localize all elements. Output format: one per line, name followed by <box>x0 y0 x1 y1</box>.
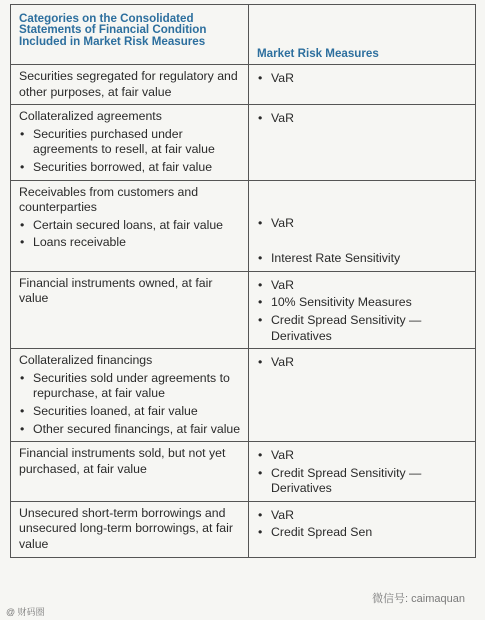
measures-cell <box>249 442 476 502</box>
measure-item: • 10% Sensitivity Measures <box>257 295 469 311</box>
watermark-wechat: 微信号: caimaquan <box>372 593 465 605</box>
table-row <box>11 271 476 348</box>
category-title: Unsecured short-term borrowings and unsecured long-term borrowings, at fair value <box>19 505 233 552</box>
category-title: Financial instruments owned, at fair value <box>19 275 213 306</box>
category-item: • Securities borrowed, at fair value <box>19 160 242 176</box>
category-item: • Other secured financings, at fair value <box>19 422 242 438</box>
category-cell <box>11 65 249 105</box>
measures-cell <box>249 105 476 180</box>
measure-item: • VaR <box>257 71 469 87</box>
category-title: Financial instruments sold, but not yet purchased, at fair value <box>19 446 226 476</box>
measure-item: • VaR <box>257 111 469 127</box>
category-title: Collateralized financings <box>19 353 153 368</box>
category-item: • Certain secured loans, at fair value <box>19 218 242 234</box>
category-cell <box>11 180 249 271</box>
category-item: • Securities loaned, at fair value <box>19 404 242 420</box>
measure-item: • Credit Spread Sensitivity — Derivatives <box>257 313 469 344</box>
table-row <box>11 65 476 105</box>
measure-item: • Credit Spread Sensitivity — Derivatives <box>257 466 469 497</box>
measures-cell <box>249 349 476 442</box>
table-header-row <box>11 5 476 65</box>
category-cell <box>11 349 249 442</box>
category-cell <box>11 442 249 502</box>
header-categories: Categories on the Consolidated Statements of Financial Condition Included in Market Risk Measures <box>11 5 249 65</box>
measure-item: • Credit Spread Sen <box>257 525 469 541</box>
measure-item: • VaR <box>257 278 469 294</box>
measures-cell <box>249 271 476 348</box>
table-row <box>11 442 476 502</box>
category-item: • Securities purchased under agreements to resell, at fair value <box>19 127 242 158</box>
category-cell <box>11 105 249 180</box>
measure-item: • Interest Rate Sensitivity <box>257 251 469 267</box>
table-row <box>11 180 476 271</box>
measure-item: • VaR <box>257 216 469 232</box>
measure-item: • VaR <box>257 508 469 524</box>
category-cell <box>11 271 249 348</box>
category-title: Securities segregated for regulatory and other purposes, at fair value <box>19 69 238 99</box>
table-row <box>11 105 476 180</box>
category-item: • Securities sold under agreements to repurchase, at fair value <box>19 371 242 402</box>
measure-item: • VaR <box>257 448 469 464</box>
category-item: • Loans receivable <box>19 235 242 251</box>
header-market-risk-measures: Market Risk Measures <box>249 5 476 65</box>
table-row <box>11 349 476 442</box>
measures-cell <box>249 180 476 271</box>
measure-item: • VaR <box>257 355 469 371</box>
watermark-source: @ 财码圈 <box>6 607 45 617</box>
category-title: Collateralized agreements <box>19 109 162 124</box>
market-risk-table <box>10 4 476 558</box>
category-cell <box>11 501 249 557</box>
category-title: Receivables from customers and counterparties <box>19 184 199 215</box>
measures-cell <box>249 501 476 557</box>
table-row <box>11 501 476 557</box>
measures-cell <box>249 65 476 105</box>
